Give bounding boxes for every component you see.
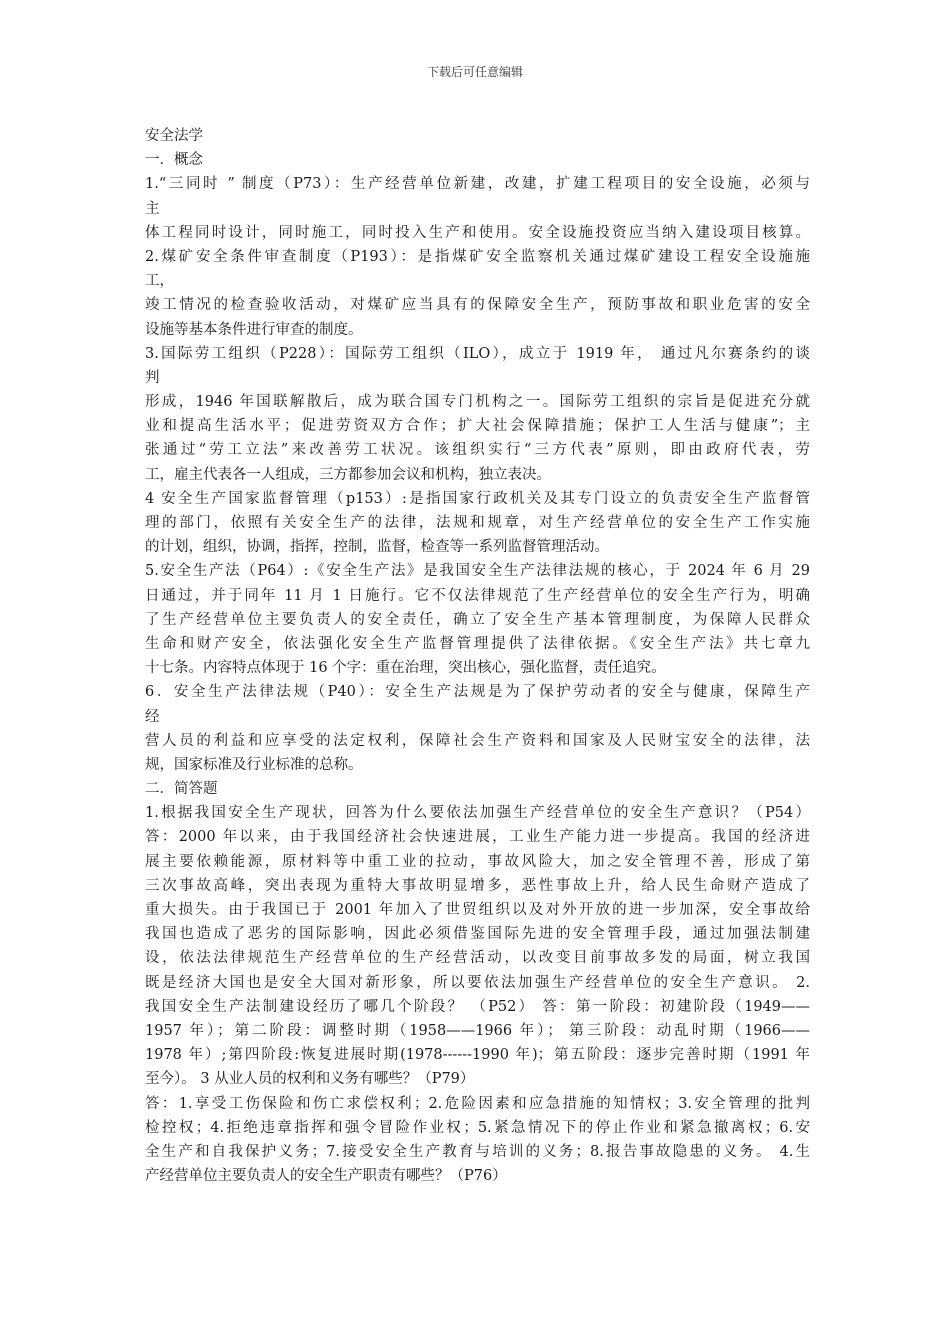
text-line: 规，国家标准及行业标准的总称。 [145,756,363,773]
text-line: 5.安全生产法（P64）:《安全生产法》是我国安全生产法律法规的核心，于 2024 年 6 月 29 [145,563,811,580]
text-line: 判 [145,369,160,386]
text-line: 竣工情况的检查验收活动，对煤矿应当具有的保障安全生产，预防事故和职业危害的安全 [145,297,810,314]
text-line: 了生产经营单位主要负责人的安全责任，确立了安全生产基本管理制度，为保障人民群众 [145,611,810,628]
text-line: 产经营单位主要负责人的安全生产职责有哪些？（P76） [145,1168,507,1185]
text-line: 答：1.享受工伤保险和伤亡求偿权利；2.危险因素和应急措施的知情权；3.安全管理的批判 [145,1095,810,1112]
text-line: 我国安全生产法制建设经历了哪几个阶段？ （P52） 答：第一阶段：初建阶段（1949—— [145,998,810,1015]
text-line: 理的部门，依照有关安全生产的法律，法规和规章，对生产经营单位的安全生产工作实施 [145,515,810,531]
text-line: 安全法学 [145,128,203,144]
text-line: 生命和财产安全，依法强化安全生产监督管理提供了法律依据。《安全生产法》共七章九 [145,635,810,652]
text-line: 6．安全生产法律法规（P40）：安全生产法规是为了保护劳动者的安全与健康，保障生产 [145,684,810,701]
document-body [145,124,810,1188]
text-line: 业和提高生活水平；促进劳资双方合作；扩大社会保障措施；保护工人生活与健康”；主 [145,418,810,435]
text-line: 二．简答题 [145,781,218,798]
text-line: 至今）。 3 从业人员的权利和义务有哪些？（P79） [145,1071,475,1088]
text-line: 主 [145,200,160,217]
text-line: 的计划，组织，协调，指挥，控制，监督，检查等一系列监督管理活动。 [145,539,609,556]
text-line: 一．概念 [145,152,203,169]
text-line: 3.国际劳工组织（P228）：国际劳工组织（ILO），成立于 1919 年， 通过凡尔赛条约的谈 [145,345,810,362]
text-line: 设施等基本条件进行审查的制度。 [145,321,363,338]
text-line: 经 [145,708,160,725]
text-line: 1.根据我国安全生产现状，回答为什么要依法加强生产经营单位的安全生产意识？（P54） [145,805,810,822]
text-line: 既是经济大国也是安全大国对新形象，所以要依法加强生产经营单位的安全生产意识。 2. [145,974,810,991]
text-line: 张通过“劳工立法”来改善劳工状况。该组织实行“三方代表”原则，即由政府代表，劳 [145,442,810,459]
text-line: 十七条。内容特点体现于 16 个字：重在治理，突出核心，强化监督，责任追究。 [145,660,666,677]
text-line: 三次事故高峰，突出表现为重特大事故明显增多，恶性事故上升，给人民生命财产造成了 [145,877,810,894]
text-line: 设，依法法律规范生产经营单位的生产经营活动，以改变目前事故多发的局面，树立我国 [145,950,810,967]
text-line: 1978 年）;第四阶段:恢复进展时期(1978------1990 年)；第五阶段：逐步完善时期（1991 年 [145,1047,810,1064]
text-line: 重大损失。由于我国已于 2001 年加入了世贸组织以及对外开放的进一步加深，安全事故给 [145,902,810,918]
text-line: 营人员的利益和应享受的法定权利，保障社会生产资料和国家及人民财宝安全的法律，法 [145,732,810,749]
text-line: 1957 年）；第二阶段：调整时期（1958——1966 年）； 第三阶段：动乱时期（1966—— [145,1022,810,1039]
text-line: 展主要依赖能源，原材料等中重工业的拉动，事故风险大，加之安全管理不善，形成了第 [145,853,810,870]
text-line: 检控权；4.拒绝违章指挥和强令冒险作业权；5.紧急情况下的停止作业和紧急撤离权；6.安 [145,1119,811,1136]
text-line: 我国也造成了恶劣的国际影响，因此必须借鉴国际先进的安全管理手段，通过加强法制建 [145,926,810,943]
text-line: 2.煤矿安全条件审查制度（P193）：是指煤矿安全监察机关通过煤矿建设工程安全设施施 [145,248,810,265]
text-line: 工， [145,273,174,290]
text-line: 体工程同时设计，同时施工，同时投入生产和使用。安全设施投资应当纳入建设项目核算。 [145,224,810,241]
text-line: 形成，1946 年国联解散后，成为联合国专门机构之一。国际劳工组织的宗旨是促进充分就 [145,394,810,411]
text-line: 4 安全生产国家监督管理（p153）:是指国家行政机关及其专门设立的负责安全生产监督管 [145,490,810,507]
text-line: 全生产和自我保护义务；7.接受安全生产教育与培训的义务；8.报告事故隐患的义务。 4.生 [145,1143,810,1160]
text-line: 日通过，并于同年 11 月 1 日施行。它不仅法律规范了生产经营单位的安全生产行为，明确 [145,587,810,604]
text-line: 1.“三同时 ” 制度（P73）：生产经营单位新建，改建，扩建工程项目的安全设施，必须与 [145,176,810,193]
page-header: 下载后可任意编辑 [426,65,523,79]
text-line: 答：2000 年以来，由于我国经济社会快速进展，工业生产能力进一步提高。我国的经济进 [145,829,810,846]
text-line: 工，雇主代表各一人组成，三方都参加会议和机构，独立表决。 [145,466,551,483]
